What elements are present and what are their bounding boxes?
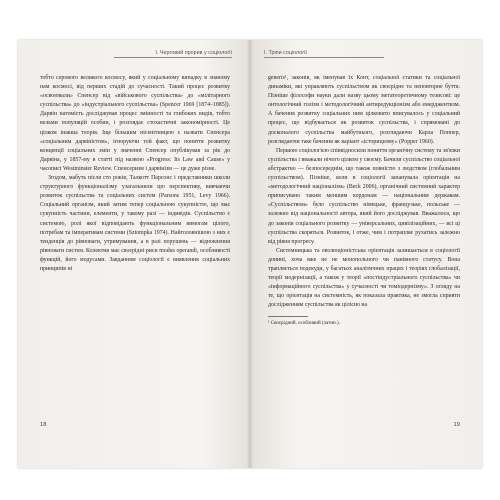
left-paragraph-2: Згодом, мабуть після сто років, Талкотт Парсонс і представники школи структурного функціоналізму узагальнили цю перспективу, вивчаючи розвиток суспільства та соціальних систем (Parsons 1951, Levy 1966). Соціальний організм, який затим тепер соціальною сукупністю, що має сукупність частини, елементи, у такому разі — індивідів. Суспільство є системою, ролі якої відповідають функціональним вимогам цілого, потребам та імперативам системи (Sztompka 1974). Найголовнішою з них є тенденція до рівноваги, утримування, а в разі порушень — відновлення рівноваги систем. Колектив має своєрідні риси modus operandi, особливості функцій, його модусами. Завданням соціології є виявлення соціальних принципів ні <box>40 175 230 272</box>
left-paragraph-1: тобто серового великого космосу, який у соціальному випадку в знаному нам космосі, від перших стадій до сучасності. Такий процес розвитку «освоювали» Спенсер від «військового суспільства» до «мілітарного суспільства» до «індустріального суспільства» (Spencer 1969 [1874–1885]). Дарвін натомість досліджував процес змінності та глибоких видів, тобто вельми популяцій особин, і розглядає стохастичні закономірності. Це цілком інакша теорія. Іще більшим нісенітницею є назвати Спенсера «соціальним дарвіністом», ігноруючи той факт, що поняття розвитку концепції соціальних змін у значенні Спенсер опублікував за рік до Дарвіна, у 1857-му в статті під назвою «Progress: Its Law and Cause» у часописі Westminster Review. Спенсеризм і дарвінізм — це дуже різне. <box>40 75 230 172</box>
right-paragraph-3: Системницька та еволюціоністська орієнтація залишається в соціології донині, хоча вже не не монопольного чи панівного статусу. Вона трапляється подекуди, у багатьох аналітичних працях і теоріях глобалізації, теорії модернізації, а також у теорії «постіндустріального суспільства» чи «інформаційного суспільства» у сучасності чи теміодернізму». З огляду на те, що орієнтація на системність, як показала практика, не змогла сприяти дослідженням суспільства як цілісно на <box>268 247 460 309</box>
left-page <box>18 40 250 468</box>
right-running-head: І. Тріпи соціології <box>264 50 384 58</box>
footnote: ¹ Своєрідний, особливий (латин.). <box>268 321 340 327</box>
left-page-number: 18 <box>40 422 47 428</box>
right-page-number: 19 <box>453 422 460 428</box>
left-page-body <box>40 74 230 274</box>
right-page-body <box>268 74 460 327</box>
footnote-divider <box>268 316 308 317</box>
right-paragraph-2: Першою соціологією співвідносили поняття органічну систему та зв'язки суспільства і вважали нічого цілком у своєму. Бачили суспільство соціальної абстрактно — безпосереднім, що також повністю з людством (глобальним суспільством). Пізніше, коли в соціології запанувала орієнтація на «методологічний націоналізм» (Beck 2006), органічний системний характер приписувано таким меншим кордонам — національним державам. «Суспільством» було суспільство німецьке, французьке, польське — залежно від національності автора, який його досліджував. Вважалося, що до законів соціального розвитку — універсальних, цивілізаційних, — всі ці суспільства скоряться. Розвиток, і отже, чим і потрапляє рухатись залежно від рівня прогресу. <box>268 147 460 245</box>
right-page <box>250 40 482 468</box>
left-running-head: І. Черговий прорив у соціології <box>114 50 232 58</box>
open-book <box>18 40 482 468</box>
book-gutter <box>247 40 253 468</box>
right-paragraph-1: generis¹, законів, як іменував їх Конт, соціальної статики та соціальної динаміки, які управляють суспільством як своєрідне та неповторне буття. Пізніше філософи науки дали назву цьому метатеоретичному тезисові: це онтологічний голізм і методологічний антиредукціонізм або емерджентизм. А бачення розвитку соціальних ним цілковито вписувалось у соціальний процес, що відбувається як розвиток суспільства, і спрямовані до досконалого суспільства майбутнього, розглядаючи Карла Поппер, розглядаючи таке бачення як варіант «історицизму» (Popper 1960). <box>268 75 460 145</box>
